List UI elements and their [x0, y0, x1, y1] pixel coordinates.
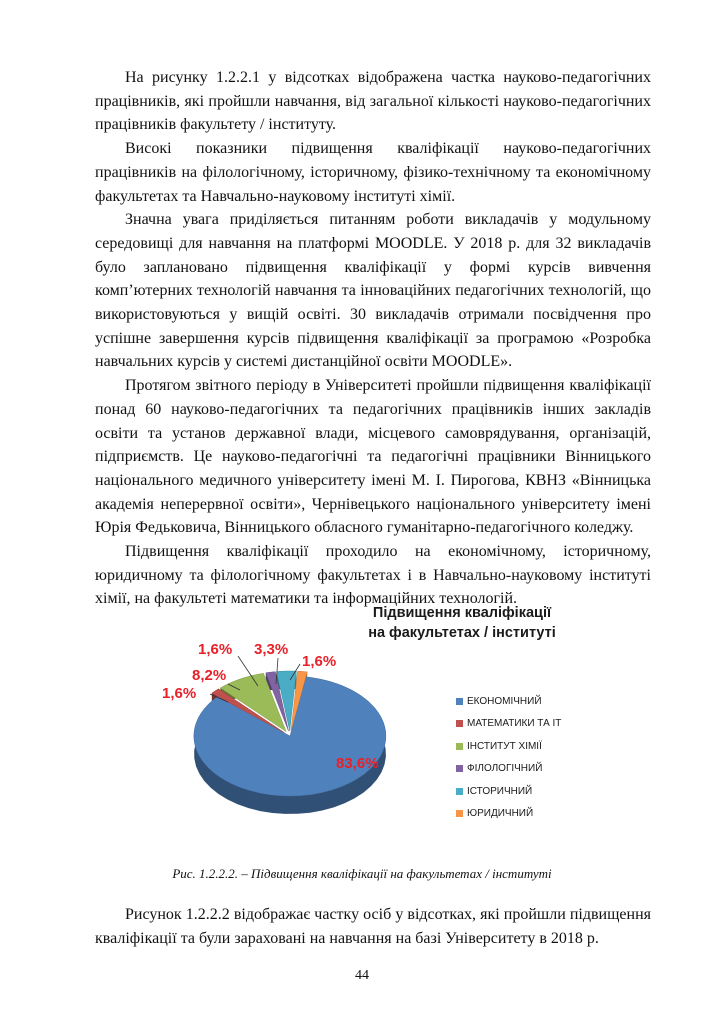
- legend-item: [456, 780, 561, 803]
- legend-swatch: [456, 810, 463, 817]
- data-label-4: 3,3%: [254, 641, 289, 658]
- body-text-bottom: [95, 903, 651, 950]
- legend-swatch: [456, 765, 463, 772]
- legend-item: [456, 690, 561, 713]
- paragraph: Високі показники підвищення кваліфікації науково-педагогічних працівників на філологічному, історичному, фізико-технічному та економічному факультетах та Навчально-науковому інституті хімії.: [95, 140, 651, 205]
- paragraph: Протягом звітного періоду в Університеті пройшли підвищення кваліфікації понад 60 науково-педагогічних та педагогічних працівників інших закладів освіти та установ державної влади, місцевого самоврядування, організацій, підприємств. Це науково-педагогічні та педагогічні працівники Вінницького національного медичного університету імені М. І. Пирогова, КВНЗ «Вінницька академія неперервної освіти», Чернівецького національного університету імені Юрія Федьковича, Вінницького обласного гуманітарно-педагогічного коледжу.: [95, 377, 651, 537]
- page-number: 44: [355, 968, 369, 983]
- paragraph: Рисунок 1.2.2.2 відображає частку осіб у відсотках, які пройшли підвищення кваліфікації та були зараховані на навчання на базі Університету в 2018 р.: [95, 906, 651, 947]
- figure-caption: Рис. 1.2.2.2. – Підвищення кваліфікації на факультетах / інституті: [172, 866, 552, 881]
- legend-item: [456, 803, 561, 826]
- data-label-1: 1,6%: [162, 685, 197, 702]
- legend-label: ІНСТИТУТ ХІМІЇ: [467, 740, 542, 752]
- legend-item: [456, 758, 561, 781]
- chart-title-line2: на факультетах / інституті: [368, 625, 556, 641]
- data-label-0: 83,6%: [336, 755, 379, 772]
- paragraph: Підвищення кваліфікації проходило на економічному, історичному, юридичному та філологічному факультетах і в Навчально-науковому інституті хімії, на факультеті математики та інформаційних технологій.: [95, 543, 651, 608]
- chart-title-line1: Підвищення кваліфікації: [372, 605, 552, 621]
- pie-chart: [140, 598, 610, 848]
- chart-legend: [456, 690, 561, 825]
- legend-item: [456, 735, 561, 758]
- legend-swatch: [456, 698, 463, 705]
- data-label-3: 1,6%: [198, 641, 233, 658]
- legend-label: ЮРИДИЧНИЙ: [467, 808, 534, 820]
- paragraph: На рисунку 1.2.2.1 у відсотках відображена частка науково-педагогічних працівників, які пройшли навчання, від загальної кількості науково-педагогічних працівників факультету / інституту.: [95, 69, 651, 134]
- legend-label: ФІЛОЛОГІЧНИЙ: [467, 763, 543, 775]
- paragraph: Значна увага приділяється питанням роботи викладачів у модульному середовищі для навчання на платформі MOODLE. У 2018 р. для 32 викладачів було заплановано підвищення кваліфікації у формі курсів вивчення комп’ютерних технологій навчання та інноваційних педагогічних технологій, що використовуються у вищій освіті. 30 викладачів отримали посвідчення про успішне завершення курсів підвищення кваліфікації за програмою «Розробка навчальних курсів у системі дистанційної освіти MOODLE».: [95, 211, 651, 371]
- legend-swatch: [456, 788, 463, 795]
- body-text-top: [95, 66, 651, 611]
- legend-swatch: [456, 720, 463, 727]
- legend-label: МАТЕМАТИКИ ТА ІТ: [467, 718, 562, 730]
- legend-label: ЕКОНОМІЧНИЙ: [467, 695, 542, 707]
- legend-swatch: [456, 743, 463, 750]
- legend-label: ІСТОРИЧНИЙ: [467, 785, 533, 797]
- data-label-2: 8,2%: [192, 667, 227, 684]
- legend-item: [456, 713, 561, 736]
- data-label-5: 1,6%: [302, 653, 337, 670]
